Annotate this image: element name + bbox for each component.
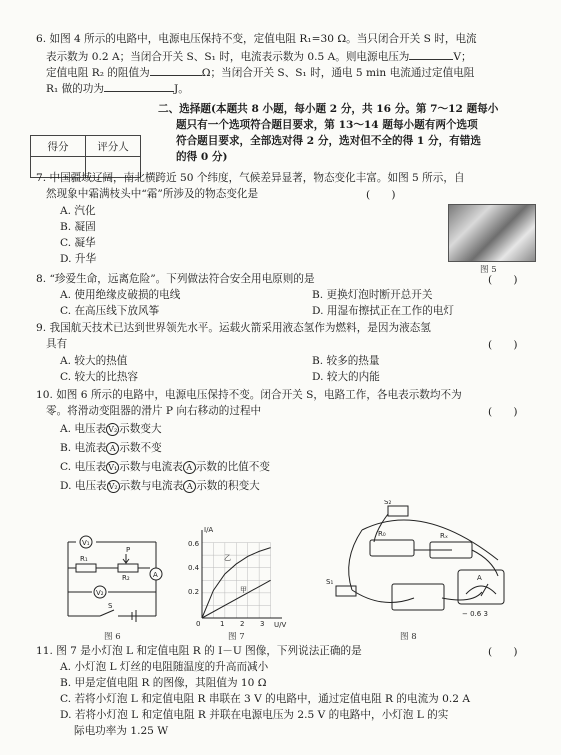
q8-option: C. 在高压线下放风筝 <box>60 305 160 317</box>
q7-line1: 7. 中国疆域辽阔，南北横跨近 50 个纬度，气候差异显著，物态变化丰富。如图 5 所示，自 <box>36 172 465 184</box>
ammeter-a-label: A <box>477 574 482 582</box>
q7-line2: 然现象中霜满枝头中“霜”所涉及的物态变化是 <box>46 188 259 200</box>
q6-text: Ω；当闭合开关 S、S₁ 时，通电 5 min 电流通过定值电阻 <box>201 67 475 79</box>
answer-paren[interactable]: ( ) <box>366 189 396 201</box>
q10-option <box>60 460 270 474</box>
q7-option: C. 凝华 <box>60 237 96 249</box>
opt-text: 示数与电流表 <box>119 461 183 473</box>
s1-label: S₁ <box>326 578 334 586</box>
q6-line4 <box>46 80 189 96</box>
r2-label: R₂ <box>122 574 130 582</box>
q6-line2 <box>46 48 472 64</box>
x-tick-label: 1 <box>220 620 225 628</box>
s2-label: S₂ <box>384 500 392 506</box>
q9-line1: 9. 我国航天技术已达到世界领先水平。运载火箭采用液态氢作为燃料，是因为液态氢 <box>36 322 431 334</box>
figure-caption: 图 8 <box>400 632 417 642</box>
opt-text: 示数的积变大 <box>196 480 260 492</box>
answer-paren[interactable]: ( ) <box>488 646 518 658</box>
section2-line2: 题只有一个选项符合题目要求，第 13～14 题每小题有两个选项 <box>176 119 478 131</box>
score-header: 得分 <box>31 136 86 157</box>
opt-text: 示数与电流表 <box>119 480 184 492</box>
resistor-r0-block <box>370 540 414 556</box>
frost-photo <box>448 204 536 262</box>
q9-option: C. 较大的比热容 <box>60 371 139 383</box>
ammeter-symbol: A <box>106 442 119 455</box>
opt-text: A. 电压表 <box>60 423 107 435</box>
v2-label: V₂ <box>96 589 104 597</box>
figure8-apparatus <box>322 500 522 630</box>
r1-label: R₁ <box>80 555 88 563</box>
rx-label: Rₓ <box>440 532 448 540</box>
q6-text: R₁ 做的功为 <box>46 83 104 95</box>
section2-line1: 二、选择题(本题共 8 小题，每小题 2 分，共 16 分。第 7～12 题每小 <box>158 103 499 115</box>
x-tick-label: 3 <box>260 620 265 628</box>
y-tick-label: 0.4 <box>188 564 200 572</box>
chart-grid <box>202 543 271 618</box>
opt-text: D. 电压表 <box>60 480 107 492</box>
voltmeter-symbol: V₂ <box>106 423 119 436</box>
q10-option <box>60 422 162 436</box>
q10-line2: 零。将滑动变阻器的滑片 P 向右移动的过程中 <box>46 405 262 417</box>
grader-header: 评分人 <box>86 136 141 157</box>
ammeter-label: A <box>153 571 158 579</box>
q9-option: A. 较大的热值 <box>60 355 128 367</box>
answer-blank-resistance[interactable] <box>150 64 202 76</box>
q6-line1: 6. 如图 4 所示的电路中，电源电压保持不变，定值电阻 R₁=30 Ω。当只闭合开关 S 时，电流 <box>36 33 477 45</box>
q6-line3 <box>46 64 474 80</box>
q11-line1: 11. 图 7 是小灯泡 L 和定值电阻 R 的 I－U 图像，下列说法正确的是 <box>36 645 362 657</box>
ammeter-symbol: A <box>183 480 196 493</box>
switch-s2 <box>388 506 408 516</box>
series-label-jia: 甲 <box>240 586 247 594</box>
opt-text: B. 电流表 <box>60 442 107 454</box>
opt-text: 示数不变 <box>119 442 162 454</box>
ammeter-symbol: A <box>183 461 196 474</box>
figure-caption: 图 7 <box>228 632 245 642</box>
answer-blank-voltage[interactable] <box>409 48 453 60</box>
ammeter-scale-label: − 0.6 3 <box>462 610 488 618</box>
section2-line4: 的得 0 分) <box>176 151 228 163</box>
figure7-iu-chart <box>180 522 290 632</box>
opt-text: 示数的比值不变 <box>195 461 270 473</box>
q8-option: D. 用湿布擦拭正在工作的电灯 <box>312 305 454 317</box>
figure-caption: 图 5 <box>480 265 497 275</box>
q7-option: B. 凝固 <box>60 221 96 233</box>
q11-option: D. 若将小灯泡 L 和定值电阻 R 并联在电源电压为 2.5 V 的电路中，小灯泡 L 的实 <box>60 709 449 721</box>
answer-paren[interactable]: ( ) <box>488 339 518 351</box>
y-axis-label: I/A <box>204 526 214 534</box>
q9-line2: 具有 <box>46 338 68 350</box>
y-tick-label: 0.2 <box>188 588 200 596</box>
q7-option: D. 升华 <box>60 253 97 265</box>
q9-option: D. 较大的内能 <box>312 371 380 383</box>
x-tick-label: 0 <box>196 620 201 628</box>
slider-p-label: P <box>126 546 131 554</box>
q8-option: B. 更换灯泡时断开总开关 <box>312 289 433 301</box>
power-supply <box>392 584 444 610</box>
q6-text: 定值电阻 R₂ 的阻值为 <box>46 67 150 79</box>
voltmeter-symbol: V₁ <box>106 461 119 474</box>
voltmeter-symbol: V₂ <box>107 480 120 493</box>
y-tick-label: 0.6 <box>188 540 200 548</box>
v1-label: V₁ <box>82 539 90 547</box>
opt-text: C. 电压表 <box>60 461 107 473</box>
q11-option: C. 若将小灯泡 L 和定值电阻 R 串联在 3 V 的电路中，通过定值电阻 R 的电流为 0.2 A <box>60 693 471 705</box>
q10-option <box>60 479 260 493</box>
r0-label: R₀ <box>378 530 386 538</box>
q7-option: A. 汽化 <box>60 205 96 217</box>
section2-line3: 符合题目要求，全部选对得 2 分，选对但不全的得 1 分，有错选 <box>176 135 481 147</box>
answer-paren[interactable]: ( ) <box>488 274 518 286</box>
q6-unit: J。 <box>173 83 189 95</box>
q8-line1: 8. “珍爱生命，远离危险”。下列做法符合安全用电原则的是 <box>36 273 315 285</box>
q10-line1: 10. 如图 6 所示的电路中，电源电压保持不变。闭合开关 S，电路工作，各电表示数均不为 <box>36 389 462 401</box>
answer-blank-work[interactable] <box>104 80 174 92</box>
q6-unit: V； <box>453 51 472 63</box>
q11-option: A. 小灯泡 L 灯丝的电阻随温度的升高而减小 <box>60 661 269 673</box>
q9-option: B. 较多的热量 <box>312 355 380 367</box>
figure-caption: 图 6 <box>104 632 121 642</box>
x-axis-label: U/V <box>274 621 287 629</box>
opt-text: 示数变大 <box>119 423 162 435</box>
q6-text: 表示数为 0.2 A；当闭合开关 S、S₁ 时，电流表示数为 0.5 A。则电源电压为 <box>46 51 410 63</box>
q11-option-cont: 际电功率为 1.25 W <box>74 725 169 737</box>
series-label-yi: 乙 <box>224 554 231 562</box>
answer-paren[interactable]: ( ) <box>488 406 518 418</box>
x-tick-label: 2 <box>240 620 245 628</box>
q10-option <box>60 441 162 455</box>
q8-option: A. 使用绝缘皮破损的电线 <box>60 289 181 301</box>
q11-option: B. 甲是定值电阻 R 的图像，其阻值为 10 Ω <box>60 677 267 689</box>
figure6-circuit <box>56 528 176 630</box>
switch-label: S <box>108 602 113 610</box>
